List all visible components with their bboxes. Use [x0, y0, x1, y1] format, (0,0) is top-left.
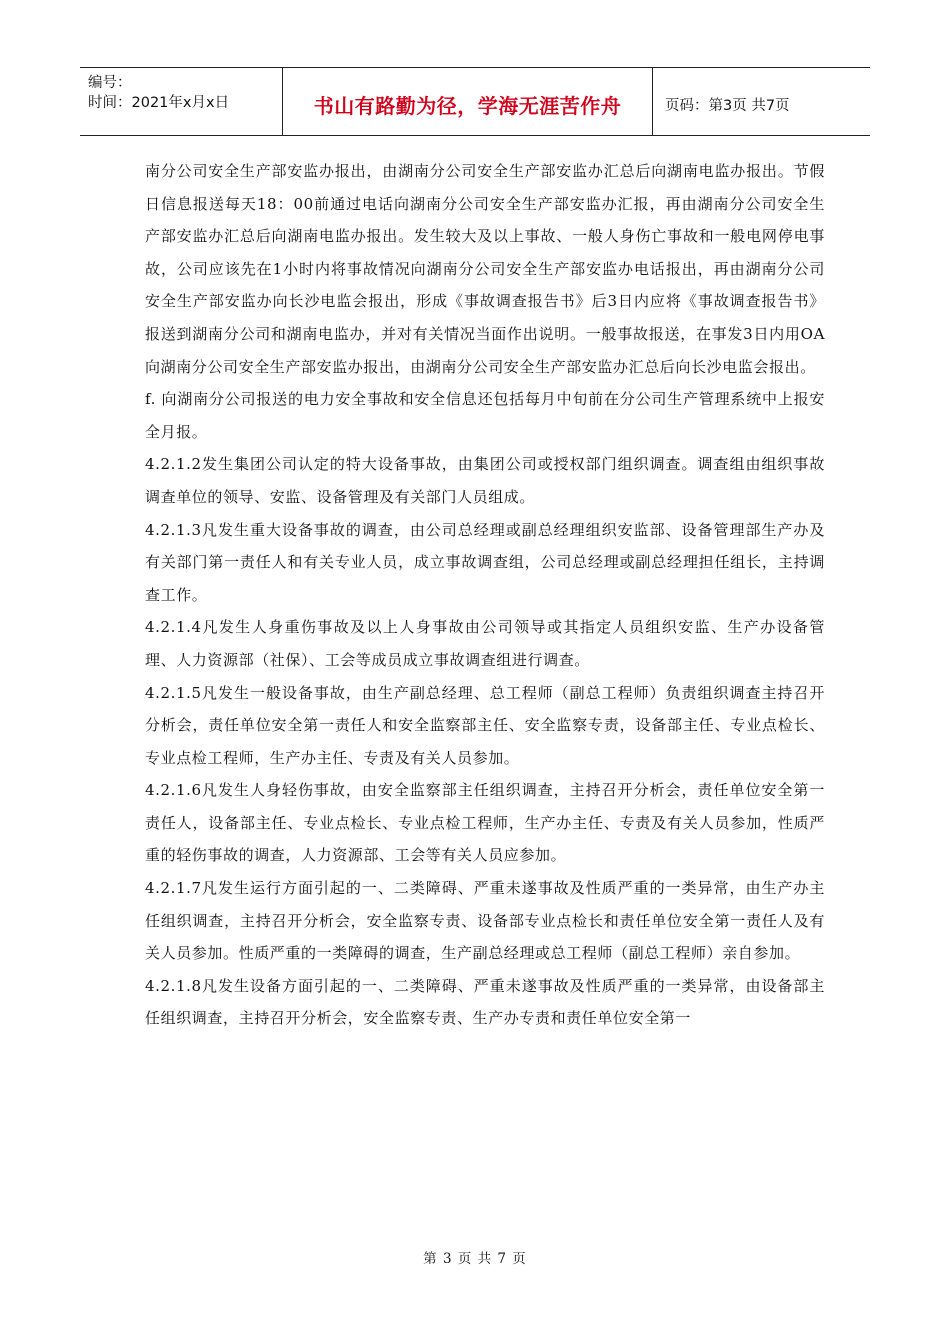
body-paragraph: f. 向湖南分公司报送的电力安全事故和安全信息还包括每月中旬前在分公司生产管理系统中上报安全月报。: [145, 390, 825, 441]
body-paragraph: 南分公司安全生产部安监办报出，由湖南分公司安全生产部安监办汇总后向湖南电监办报出。节假日信息报送每天18：00前通过电话向湖南分公司安全生产部安监办汇报，再由湖南分公司安全生产部安监办汇总后向湖南电监办报出。发生较大及以上事故、一般人身伤亡事故和一般电网停电事故，公司应该先在1小时内将事故情况向湖南分公司安全生产部安监办电话报出，再由湖南分公司安全生产部安监办向长沙电监会报出，形成《事故调查报告书》后3日内应将《事故调查报告书》报送到湖南分公司和湖南电监办，并对有关情况当面作出说明。一般事故报送，在事发3日内用OA向湖南分公司安全生产部安监办报出，由湖南分公司安全生产部安监办汇总后向长沙电监会报出。: [145, 162, 825, 376]
header-motto: 书山有路勤为径，学海无涯苦作舟: [283, 68, 653, 135]
header-page-number: 页码：第3页 共7页: [665, 98, 790, 114]
body-paragraph: 4.2.1.6凡发生人身轻伤事故，由安全监察部主任组织调查，主持召开分析会，责任单位安全第一责任人，设备部主任、专业点检长、专业点检工程师，生产办主任、专责及有关人员参加，性质严重的轻伤事故的调查，人力资源部、工会等有关人员应参加。: [145, 781, 825, 865]
body-paragraph: 4.2.1.7凡发生运行方面引起的一、二类障碍、严重未遂事故及性质严重的一类异常，由生产办主任组织调查，主持召开分析会，安全监察专责、设备部专业点检长和责任单位安全第一责任人及有关人员参加。性质严重的一类障碍的调查，生产副总经理或总工程师（副总工程师）亲自参加。: [145, 879, 825, 963]
body-paragraph: 4.2.1.4凡发生人身重伤事故及以上人身事故由公司领导或其指定人员组织安监、生产办设备管理、人力资源部（社保）、工会等成员成立事故调查组进行调查。: [145, 618, 825, 669]
document-number-label: 编号：: [88, 75, 132, 91]
document-date-label: 时间：2021年x月x日: [88, 95, 230, 111]
body-paragraph: 4.2.1.3凡发生重大设备事故的调查，由公司总经理或副总经理组织安监部、设备管理部生产办及有关部门第一责任人和有关专业人员，成立事故调查组，公司总经理或副总经理担任组长，主持调查工作。: [145, 520, 825, 604]
body-paragraph: 4.2.1.2发生集团公司认定的特大设备事故，由集团公司或授权部门组织调查。调查组由组织事故调查单位的领导、安监、设备管理及有关部门人员组成。: [145, 455, 825, 506]
document-header: [80, 67, 870, 136]
page-footer: 第 3 页 共 7 页: [423, 1251, 527, 1267]
body-paragraph: 4.2.1.5凡发生一般设备事故，由生产副总经理、总工程师（副总工程师）负责组织调查主持召开分析会，责任单位安全第一责任人和安全监察部主任、安全监察专责，设备部主任、专业点检长、专业点检工程师，生产办主任、专责及有关人员参加。: [145, 683, 825, 767]
body-paragraph: 4.2.1.8凡发生设备方面引起的一、二类障碍、严重未遂事故及性质严重的一类异常，由设备部主任组织调查，主持召开分析会，安全监察专责、生产办专责和责任单位安全第一: [145, 976, 825, 1028]
header-meta: [80, 68, 283, 135]
document-body: [145, 155, 825, 1035]
